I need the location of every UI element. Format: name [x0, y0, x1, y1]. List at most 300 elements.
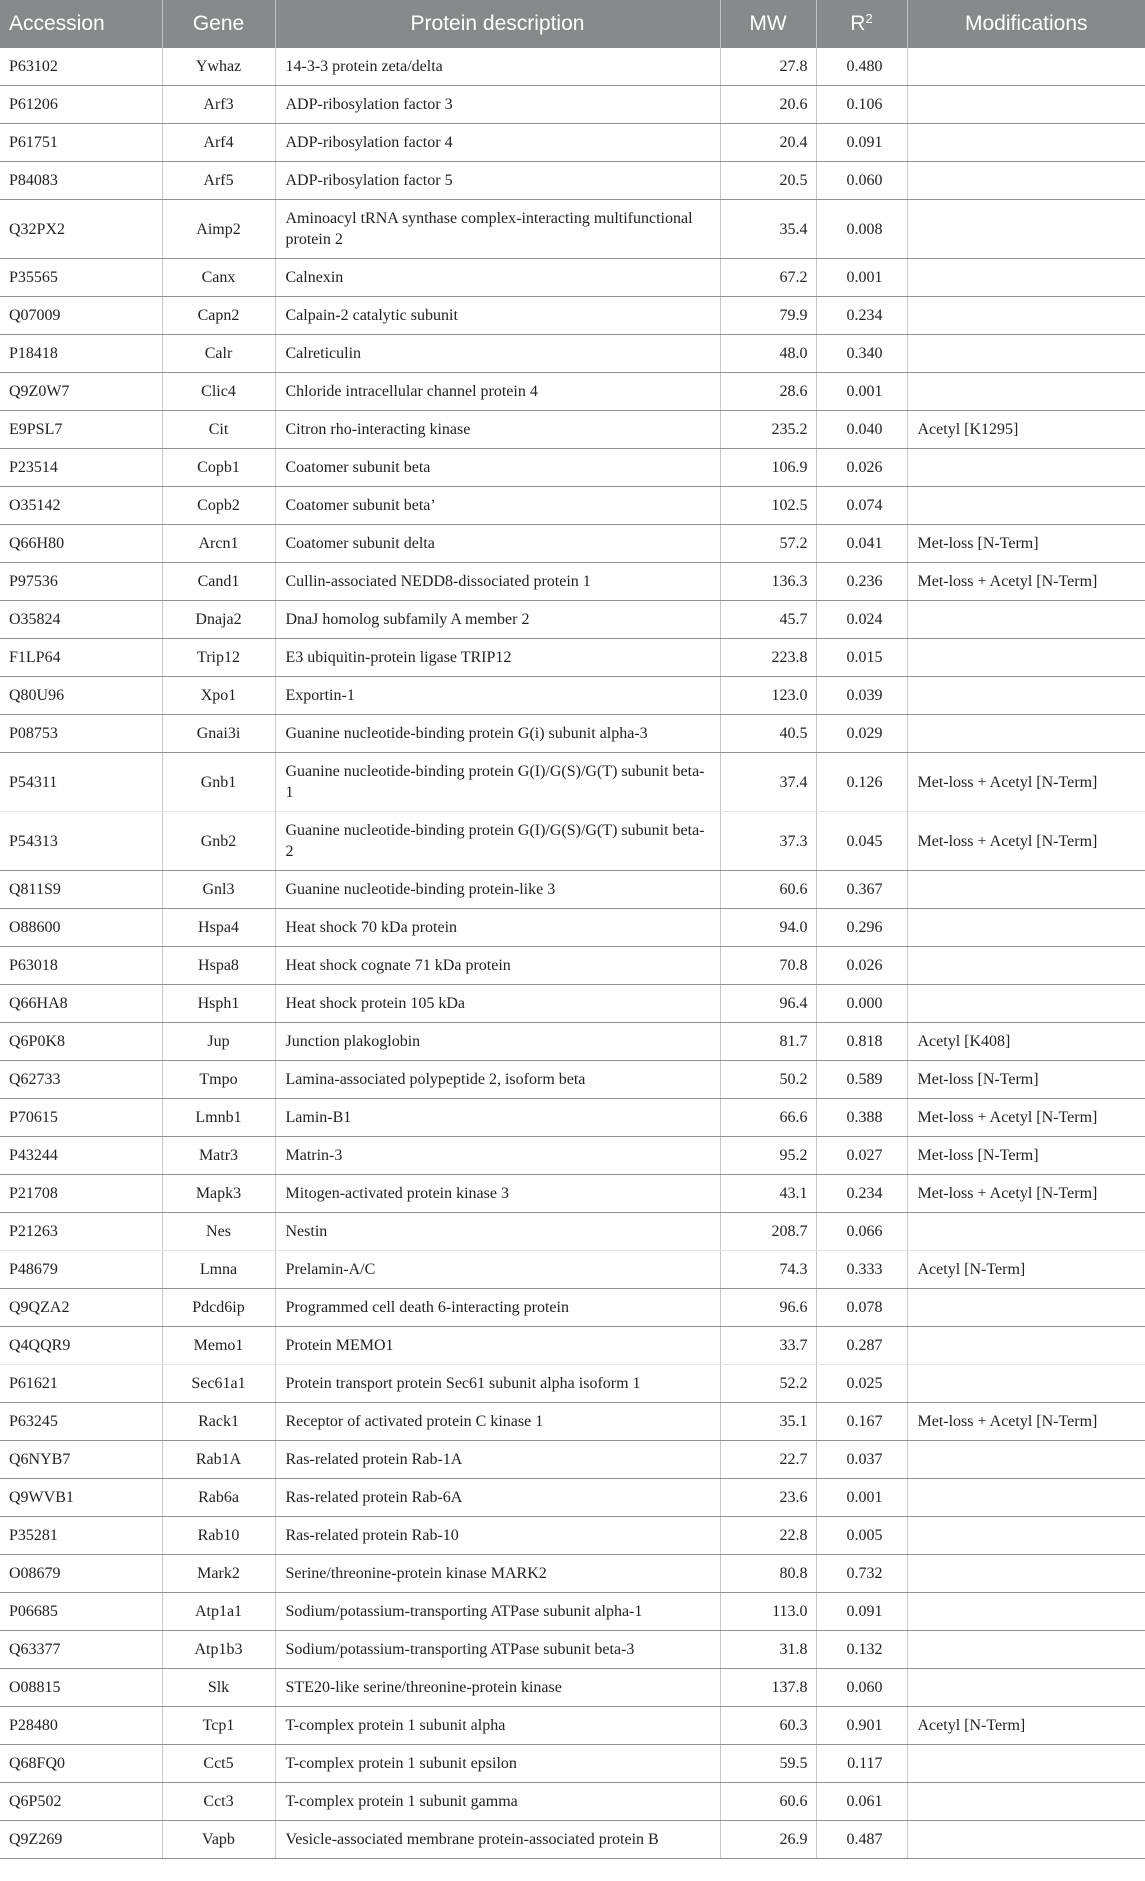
cell-mw: 235.2 — [720, 411, 816, 449]
table-row — [0, 871, 1145, 909]
cell-r2: 0.117 — [816, 1745, 907, 1783]
cell-gene: Memo1 — [162, 1327, 275, 1365]
cell-description: T-complex protein 1 subunit alpha — [275, 1707, 720, 1745]
cell-description: Programmed cell death 6-interacting protein — [275, 1289, 720, 1327]
cell-mw: 67.2 — [720, 259, 816, 297]
header-row — [0, 0, 1145, 48]
cell-accession: P23514 — [0, 449, 162, 487]
cell-accession: Q9WVB1 — [0, 1479, 162, 1517]
cell-r2: 0.060 — [816, 1669, 907, 1707]
header-description: Protein description — [275, 0, 720, 48]
cell-description: T-complex protein 1 subunit epsilon — [275, 1745, 720, 1783]
cell-mw: 95.2 — [720, 1137, 816, 1175]
cell-description: STE20-like serine/threonine-protein kinase — [275, 1669, 720, 1707]
cell-gene: Aimp2 — [162, 200, 275, 259]
table-row — [0, 1821, 1145, 1859]
cell-mw: 70.8 — [720, 947, 816, 985]
cell-accession: P21708 — [0, 1175, 162, 1213]
cell-modifications: Met-loss [N-Term] — [907, 1137, 1145, 1175]
cell-description: Ras-related protein Rab-6A — [275, 1479, 720, 1517]
cell-mw: 113.0 — [720, 1593, 816, 1631]
cell-description: Receptor of activated protein C kinase 1 — [275, 1403, 720, 1441]
cell-description: Serine/threonine-protein kinase MARK2 — [275, 1555, 720, 1593]
cell-description: Matrin-3 — [275, 1137, 720, 1175]
cell-modifications: Met-loss + Acetyl [N-Term] — [907, 1403, 1145, 1441]
cell-r2: 0.091 — [816, 124, 907, 162]
cell-accession: O88600 — [0, 909, 162, 947]
cell-accession: Q68FQ0 — [0, 1745, 162, 1783]
cell-mw: 37.4 — [720, 753, 816, 812]
cell-r2: 0.106 — [816, 86, 907, 124]
cell-accession: Q07009 — [0, 297, 162, 335]
table-row — [0, 812, 1145, 871]
cell-accession: P18418 — [0, 335, 162, 373]
cell-modifications — [907, 297, 1145, 335]
table-row — [0, 1289, 1145, 1327]
cell-accession: Q63377 — [0, 1631, 162, 1669]
cell-mw: 23.6 — [720, 1479, 816, 1517]
cell-modifications — [907, 1479, 1145, 1517]
cell-mw: 66.6 — [720, 1099, 816, 1137]
cell-modifications — [907, 1289, 1145, 1327]
cell-r2: 0.078 — [816, 1289, 907, 1327]
cell-modifications — [907, 1783, 1145, 1821]
table-row — [0, 1479, 1145, 1517]
cell-gene: Cit — [162, 411, 275, 449]
cell-r2: 0.024 — [816, 601, 907, 639]
table-row — [0, 335, 1145, 373]
cell-modifications — [907, 1365, 1145, 1403]
cell-accession: E9PSL7 — [0, 411, 162, 449]
cell-mw: 40.5 — [720, 715, 816, 753]
cell-mw: 59.5 — [720, 1745, 816, 1783]
cell-mw: 79.9 — [720, 297, 816, 335]
cell-description: Coatomer subunit delta — [275, 525, 720, 563]
cell-r2: 0.126 — [816, 753, 907, 812]
header-modifications: Modifications — [907, 0, 1145, 48]
cell-gene: Arf5 — [162, 162, 275, 200]
cell-mw: 106.9 — [720, 449, 816, 487]
cell-accession: Q9Z269 — [0, 1821, 162, 1859]
cell-gene: Hspa4 — [162, 909, 275, 947]
cell-r2: 0.091 — [816, 1593, 907, 1631]
cell-description: Protein MEMO1 — [275, 1327, 720, 1365]
header-mw: MW — [720, 0, 816, 48]
cell-gene: Lmnb1 — [162, 1099, 275, 1137]
cell-mw: 35.1 — [720, 1403, 816, 1441]
cell-accession: P61751 — [0, 124, 162, 162]
cell-mw: 48.0 — [720, 335, 816, 373]
cell-gene: Hspa8 — [162, 947, 275, 985]
cell-description: 14-3-3 protein zeta/delta — [275, 48, 720, 86]
cell-mw: 57.2 — [720, 525, 816, 563]
cell-gene: Arf4 — [162, 124, 275, 162]
header-r2-base: R — [850, 12, 866, 35]
table-row — [0, 1783, 1145, 1821]
cell-gene: Cand1 — [162, 563, 275, 601]
cell-r2: 0.039 — [816, 677, 907, 715]
cell-modifications — [907, 909, 1145, 947]
cell-r2: 0.340 — [816, 335, 907, 373]
cell-accession: P61621 — [0, 1365, 162, 1403]
cell-accession: O08679 — [0, 1555, 162, 1593]
table-row — [0, 909, 1145, 947]
cell-r2: 0.000 — [816, 985, 907, 1023]
table-row — [0, 1403, 1145, 1441]
cell-modifications — [907, 449, 1145, 487]
cell-gene: Copb1 — [162, 449, 275, 487]
cell-description: Heat shock 70 kDa protein — [275, 909, 720, 947]
cell-r2: 0.480 — [816, 48, 907, 86]
cell-description: Ras-related protein Rab-1A — [275, 1441, 720, 1479]
cell-accession: Q9QZA2 — [0, 1289, 162, 1327]
cell-description: ADP-ribosylation factor 5 — [275, 162, 720, 200]
cell-accession: O08815 — [0, 1669, 162, 1707]
cell-gene: Tmpo — [162, 1061, 275, 1099]
cell-gene: Atp1b3 — [162, 1631, 275, 1669]
cell-gene: Gnb2 — [162, 812, 275, 871]
table-row — [0, 1669, 1145, 1707]
cell-mw: 52.2 — [720, 1365, 816, 1403]
cell-gene: Vapb — [162, 1821, 275, 1859]
cell-gene: Gnl3 — [162, 871, 275, 909]
cell-description: ADP-ribosylation factor 3 — [275, 86, 720, 124]
cell-modifications — [907, 487, 1145, 525]
cell-description: Calnexin — [275, 259, 720, 297]
cell-accession: P21263 — [0, 1213, 162, 1251]
cell-gene: Cct5 — [162, 1745, 275, 1783]
cell-modifications — [907, 162, 1145, 200]
cell-accession: P08753 — [0, 715, 162, 753]
cell-gene: Copb2 — [162, 487, 275, 525]
cell-description: Calpain-2 catalytic subunit — [275, 297, 720, 335]
table-row — [0, 525, 1145, 563]
cell-r2: 0.074 — [816, 487, 907, 525]
cell-description: Cullin-associated NEDD8-dissociated protein 1 — [275, 563, 720, 601]
cell-modifications: Met-loss [N-Term] — [907, 525, 1145, 563]
cell-r2: 0.388 — [816, 1099, 907, 1137]
cell-modifications — [907, 200, 1145, 259]
table-row — [0, 373, 1145, 411]
table-row — [0, 677, 1145, 715]
cell-description: Ras-related protein Rab-10 — [275, 1517, 720, 1555]
cell-description: DnaJ homolog subfamily A member 2 — [275, 601, 720, 639]
cell-description: Mitogen-activated protein kinase 3 — [275, 1175, 720, 1213]
cell-mw: 60.3 — [720, 1707, 816, 1745]
cell-mw: 20.6 — [720, 86, 816, 124]
cell-mw: 137.8 — [720, 1669, 816, 1707]
cell-accession: Q66HA8 — [0, 985, 162, 1023]
cell-mw: 80.8 — [720, 1555, 816, 1593]
header-gene: Gene — [162, 0, 275, 48]
cell-accession: P61206 — [0, 86, 162, 124]
cell-modifications — [907, 373, 1145, 411]
cell-r2: 0.367 — [816, 871, 907, 909]
cell-modifications: Met-loss + Acetyl [N-Term] — [907, 812, 1145, 871]
table-row — [0, 1555, 1145, 1593]
cell-r2: 0.027 — [816, 1137, 907, 1175]
cell-description: Junction plakoglobin — [275, 1023, 720, 1061]
cell-modifications — [907, 1441, 1145, 1479]
table-row — [0, 1441, 1145, 1479]
cell-mw: 102.5 — [720, 487, 816, 525]
table-row — [0, 753, 1145, 812]
cell-accession: Q811S9 — [0, 871, 162, 909]
cell-gene: Gnb1 — [162, 753, 275, 812]
cell-description: Citron rho-interacting kinase — [275, 411, 720, 449]
cell-description: Sodium/potassium-transporting ATPase subunit alpha-1 — [275, 1593, 720, 1631]
header-r2 — [816, 0, 907, 48]
cell-description: Aminoacyl tRNA synthase complex-interacting multifunctional protein 2 — [275, 200, 720, 259]
cell-gene: Lmna — [162, 1251, 275, 1289]
table-row — [0, 1365, 1145, 1403]
cell-r2: 0.818 — [816, 1023, 907, 1061]
cell-modifications: Met-loss + Acetyl [N-Term] — [907, 753, 1145, 812]
cell-r2: 0.296 — [816, 909, 907, 947]
cell-mw: 43.1 — [720, 1175, 816, 1213]
table-row — [0, 297, 1145, 335]
table-header — [0, 0, 1145, 48]
cell-gene: Xpo1 — [162, 677, 275, 715]
table-row — [0, 1061, 1145, 1099]
cell-r2: 0.041 — [816, 525, 907, 563]
cell-accession: P63245 — [0, 1403, 162, 1441]
cell-description: Sodium/potassium-transporting ATPase subunit beta-3 — [275, 1631, 720, 1669]
cell-description: Heat shock protein 105 kDa — [275, 985, 720, 1023]
header-r2-superscript: 2 — [865, 11, 873, 26]
cell-description: Lamina-associated polypeptide 2, isoform beta — [275, 1061, 720, 1099]
cell-mw: 223.8 — [720, 639, 816, 677]
cell-gene: Mark2 — [162, 1555, 275, 1593]
cell-gene: Pdcd6ip — [162, 1289, 275, 1327]
cell-gene: Hsph1 — [162, 985, 275, 1023]
table-row — [0, 1707, 1145, 1745]
table-row — [0, 1023, 1145, 1061]
cell-mw: 35.4 — [720, 200, 816, 259]
table-row — [0, 48, 1145, 86]
table-row — [0, 601, 1145, 639]
cell-description: Exportin-1 — [275, 677, 720, 715]
cell-accession: P84083 — [0, 162, 162, 200]
cell-gene: Nes — [162, 1213, 275, 1251]
cell-mw: 22.7 — [720, 1441, 816, 1479]
cell-r2: 0.061 — [816, 1783, 907, 1821]
cell-mw: 136.3 — [720, 563, 816, 601]
cell-description: Protein transport protein Sec61 subunit alpha isoform 1 — [275, 1365, 720, 1403]
cell-modifications — [907, 86, 1145, 124]
cell-modifications: Met-loss + Acetyl [N-Term] — [907, 563, 1145, 601]
table-row — [0, 162, 1145, 200]
cell-gene: Arf3 — [162, 86, 275, 124]
cell-accession: P35565 — [0, 259, 162, 297]
cell-gene: Rab6a — [162, 1479, 275, 1517]
cell-mw: 31.8 — [720, 1631, 816, 1669]
cell-gene: Mapk3 — [162, 1175, 275, 1213]
cell-modifications — [907, 1745, 1145, 1783]
cell-mw: 20.4 — [720, 124, 816, 162]
cell-mw: 123.0 — [720, 677, 816, 715]
cell-gene: Rab10 — [162, 1517, 275, 1555]
cell-modifications — [907, 1327, 1145, 1365]
cell-modifications: Acetyl [K408] — [907, 1023, 1145, 1061]
table-body — [0, 48, 1145, 1859]
table-row — [0, 563, 1145, 601]
table-row — [0, 1213, 1145, 1251]
cell-gene: Slk — [162, 1669, 275, 1707]
cell-mw: 208.7 — [720, 1213, 816, 1251]
cell-accession: Q62733 — [0, 1061, 162, 1099]
cell-mw: 50.2 — [720, 1061, 816, 1099]
cell-gene: Capn2 — [162, 297, 275, 335]
cell-description: Calreticulin — [275, 335, 720, 373]
cell-modifications: Acetyl [N-Term] — [907, 1251, 1145, 1289]
table-row — [0, 715, 1145, 753]
cell-modifications — [907, 985, 1145, 1023]
table-row — [0, 1175, 1145, 1213]
cell-accession: Q6NYB7 — [0, 1441, 162, 1479]
cell-mw: 22.8 — [720, 1517, 816, 1555]
cell-modifications — [907, 1555, 1145, 1593]
cell-accession: P63018 — [0, 947, 162, 985]
cell-gene: Jup — [162, 1023, 275, 1061]
cell-accession: O35824 — [0, 601, 162, 639]
cell-description: Guanine nucleotide-binding protein G(I)/G(S)/G(T) subunit beta-1 — [275, 753, 720, 812]
table-row — [0, 985, 1145, 1023]
cell-accession: Q80U96 — [0, 677, 162, 715]
cell-mw: 37.3 — [720, 812, 816, 871]
cell-r2: 0.066 — [816, 1213, 907, 1251]
cell-description: Nestin — [275, 1213, 720, 1251]
cell-accession: P97536 — [0, 563, 162, 601]
cell-description: Guanine nucleotide-binding protein G(I)/G(S)/G(T) subunit beta-2 — [275, 812, 720, 871]
cell-accession: P54311 — [0, 753, 162, 812]
cell-gene: Matr3 — [162, 1137, 275, 1175]
cell-accession: P28480 — [0, 1707, 162, 1745]
cell-r2: 0.045 — [816, 812, 907, 871]
cell-r2: 0.015 — [816, 639, 907, 677]
table-row — [0, 1593, 1145, 1631]
table-row — [0, 1327, 1145, 1365]
cell-mw: 45.7 — [720, 601, 816, 639]
table-row — [0, 1137, 1145, 1175]
cell-description: Prelamin-A/C — [275, 1251, 720, 1289]
cell-gene: Gnai3i — [162, 715, 275, 753]
cell-r2: 0.037 — [816, 1441, 907, 1479]
table-row — [0, 1517, 1145, 1555]
table-row — [0, 1099, 1145, 1137]
cell-r2: 0.005 — [816, 1517, 907, 1555]
cell-r2: 0.001 — [816, 259, 907, 297]
cell-accession: Q32PX2 — [0, 200, 162, 259]
table-row — [0, 1631, 1145, 1669]
cell-accession: Q4QQR9 — [0, 1327, 162, 1365]
cell-modifications — [907, 259, 1145, 297]
cell-gene: Rack1 — [162, 1403, 275, 1441]
cell-accession: Q6P0K8 — [0, 1023, 162, 1061]
cell-accession: Q66H80 — [0, 525, 162, 563]
cell-modifications — [907, 1213, 1145, 1251]
cell-accession: P48679 — [0, 1251, 162, 1289]
cell-description: Lamin-B1 — [275, 1099, 720, 1137]
cell-modifications — [907, 1631, 1145, 1669]
table-row — [0, 1251, 1145, 1289]
cell-modifications: Met-loss + Acetyl [N-Term] — [907, 1099, 1145, 1137]
cell-accession: Q9Z0W7 — [0, 373, 162, 411]
cell-r2: 0.901 — [816, 1707, 907, 1745]
cell-mw: 20.5 — [720, 162, 816, 200]
cell-r2: 0.001 — [816, 373, 907, 411]
cell-modifications — [907, 1669, 1145, 1707]
cell-r2: 0.589 — [816, 1061, 907, 1099]
cell-gene: Atp1a1 — [162, 1593, 275, 1631]
cell-modifications — [907, 677, 1145, 715]
cell-description: E3 ubiquitin-protein ligase TRIP12 — [275, 639, 720, 677]
cell-gene: Canx — [162, 259, 275, 297]
cell-modifications: Acetyl [N-Term] — [907, 1707, 1145, 1745]
header-accession: Accession — [0, 0, 162, 48]
cell-r2: 0.040 — [816, 411, 907, 449]
cell-description: Chloride intracellular channel protein 4 — [275, 373, 720, 411]
cell-accession: Q6P502 — [0, 1783, 162, 1821]
table-row — [0, 200, 1145, 259]
cell-gene: Calr — [162, 335, 275, 373]
cell-modifications — [907, 715, 1145, 753]
cell-gene: Clic4 — [162, 373, 275, 411]
cell-r2: 0.234 — [816, 1175, 907, 1213]
cell-mw: 96.6 — [720, 1289, 816, 1327]
cell-description: Coatomer subunit beta — [275, 449, 720, 487]
cell-mw: 74.3 — [720, 1251, 816, 1289]
cell-r2: 0.008 — [816, 200, 907, 259]
cell-description: ADP-ribosylation factor 4 — [275, 124, 720, 162]
cell-accession: P06685 — [0, 1593, 162, 1631]
cell-r2: 0.029 — [816, 715, 907, 753]
cell-mw: 60.6 — [720, 871, 816, 909]
cell-modifications — [907, 1517, 1145, 1555]
cell-accession: P43244 — [0, 1137, 162, 1175]
cell-mw: 33.7 — [720, 1327, 816, 1365]
cell-description: Vesicle-associated membrane protein-associated protein B — [275, 1821, 720, 1859]
cell-r2: 0.025 — [816, 1365, 907, 1403]
table-row — [0, 1745, 1145, 1783]
table-row — [0, 86, 1145, 124]
cell-r2: 0.287 — [816, 1327, 907, 1365]
cell-r2: 0.732 — [816, 1555, 907, 1593]
table-row — [0, 124, 1145, 162]
cell-accession: P63102 — [0, 48, 162, 86]
cell-r2: 0.333 — [816, 1251, 907, 1289]
cell-gene: Dnaja2 — [162, 601, 275, 639]
cell-r2: 0.236 — [816, 563, 907, 601]
cell-description: T-complex protein 1 subunit gamma — [275, 1783, 720, 1821]
cell-description: Guanine nucleotide-binding protein-like 3 — [275, 871, 720, 909]
cell-r2: 0.132 — [816, 1631, 907, 1669]
cell-gene: Trip12 — [162, 639, 275, 677]
cell-r2: 0.026 — [816, 947, 907, 985]
cell-gene: Sec61a1 — [162, 1365, 275, 1403]
cell-mw: 96.4 — [720, 985, 816, 1023]
table-row — [0, 259, 1145, 297]
cell-accession: P54313 — [0, 812, 162, 871]
cell-mw: 27.8 — [720, 48, 816, 86]
cell-modifications: Acetyl [K1295] — [907, 411, 1145, 449]
cell-gene: Arcn1 — [162, 525, 275, 563]
table-row — [0, 639, 1145, 677]
table-row — [0, 411, 1145, 449]
cell-accession: F1LP64 — [0, 639, 162, 677]
cell-modifications — [907, 1821, 1145, 1859]
cell-mw: 81.7 — [720, 1023, 816, 1061]
